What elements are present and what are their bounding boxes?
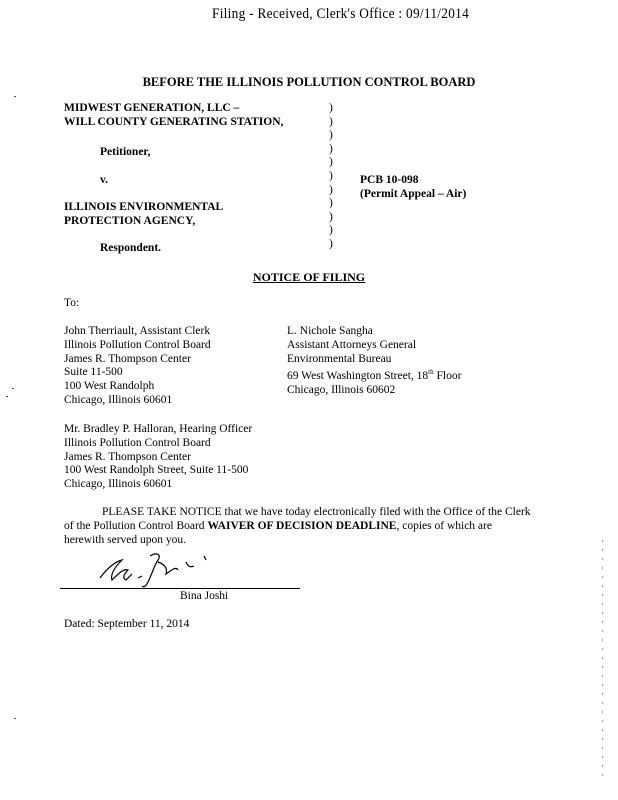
address-line: John Therriault, Assistant Clerk	[64, 325, 211, 337]
address-line: Illinois Pollution Control Board	[64, 436, 211, 449]
address-line: James R. Thompson Center	[64, 450, 191, 463]
address-line-street	[287, 366, 461, 384]
scan-artifact	[12, 388, 14, 389]
scan-artifact	[602, 540, 603, 780]
board-title: BEFORE THE ILLINOIS POLLUTION CONTROL BOARD	[142, 75, 476, 89]
address-line: Assistant Attorneys General	[287, 338, 417, 351]
notice-text-1: that we have today electronically filed with the Office of the Clerk of the Pollution Control Board	[64, 506, 531, 533]
signature-line	[60, 588, 300, 589]
date-line: Dated: September 11, 2014	[64, 618, 190, 630]
address-line: Suite 11-500	[64, 366, 123, 379]
petitioner-name-line2: WILL COUNTY GENERATING STATION,	[64, 115, 284, 128]
case-type: (Permit Appeal – Air)	[360, 187, 467, 200]
versus: v.	[100, 174, 108, 186]
document-title: WAIVER OF DECISION DEADLINE	[207, 520, 397, 533]
notice-text-2: , copies of which are herewith served upon you.	[64, 520, 492, 547]
signer-name: Bina Joshi	[180, 590, 229, 602]
case-block	[360, 174, 466, 201]
address-line: Illinois Pollution Control Board	[64, 338, 211, 351]
scan-artifact	[6, 396, 8, 397]
floor-text: Floor	[433, 370, 462, 383]
petitioner-role: Petitioner,	[100, 146, 151, 158]
address-line: L. Nichole Sangha	[287, 325, 373, 337]
notice-paragraph	[64, 505, 534, 548]
address-line: Chicago, Illinois 60602	[287, 384, 396, 397]
scan-artifact	[14, 718, 16, 719]
caption-parentheses: ) ) ) ) ) ) ) ) ) ) )	[329, 102, 333, 250]
address-line: Mr. Bradley P. Halloran, Hearing Officer	[64, 423, 253, 435]
address-line: Environmental Bureau	[287, 352, 392, 365]
street-text: 69 West Washington Street, 18	[287, 370, 429, 383]
clerk-address	[64, 325, 211, 408]
scan-artifact	[14, 96, 16, 97]
petitioner-name-line1: MIDWEST GENERATION, LLC –	[64, 102, 240, 114]
filing-stamp: Filing - Received, Clerk's Office : 09/11/2014	[212, 6, 470, 22]
signature-scribble	[92, 548, 222, 590]
address-line: Chicago, Illinois 60601	[64, 478, 173, 491]
respondent-role: Respondent.	[100, 242, 162, 254]
respondent-name-line1: ILLINOIS ENVIRONMENTAL	[64, 201, 224, 213]
notice-lead: PLEASE TAKE NOTICE	[102, 506, 222, 518]
ordinal-suffix: th	[428, 368, 434, 377]
notice-title: NOTICE OF FILING	[252, 270, 366, 284]
address-line: James R. Thompson Center	[64, 352, 191, 365]
petitioner-name	[64, 102, 283, 129]
hearing-officer-address	[64, 423, 252, 492]
case-number: PCB 10-098	[360, 174, 419, 186]
address-line: 100 West Randolph Street, Suite 11-500	[64, 464, 249, 477]
agency-address	[287, 325, 461, 398]
respondent-name	[64, 201, 223, 228]
to-label: To:	[64, 297, 80, 309]
address-line: 100 West Randolph	[64, 380, 155, 393]
respondent-name-line2: PROTECTION AGENCY,	[64, 214, 196, 227]
address-line: Chicago, Illinois 60601	[64, 393, 173, 406]
